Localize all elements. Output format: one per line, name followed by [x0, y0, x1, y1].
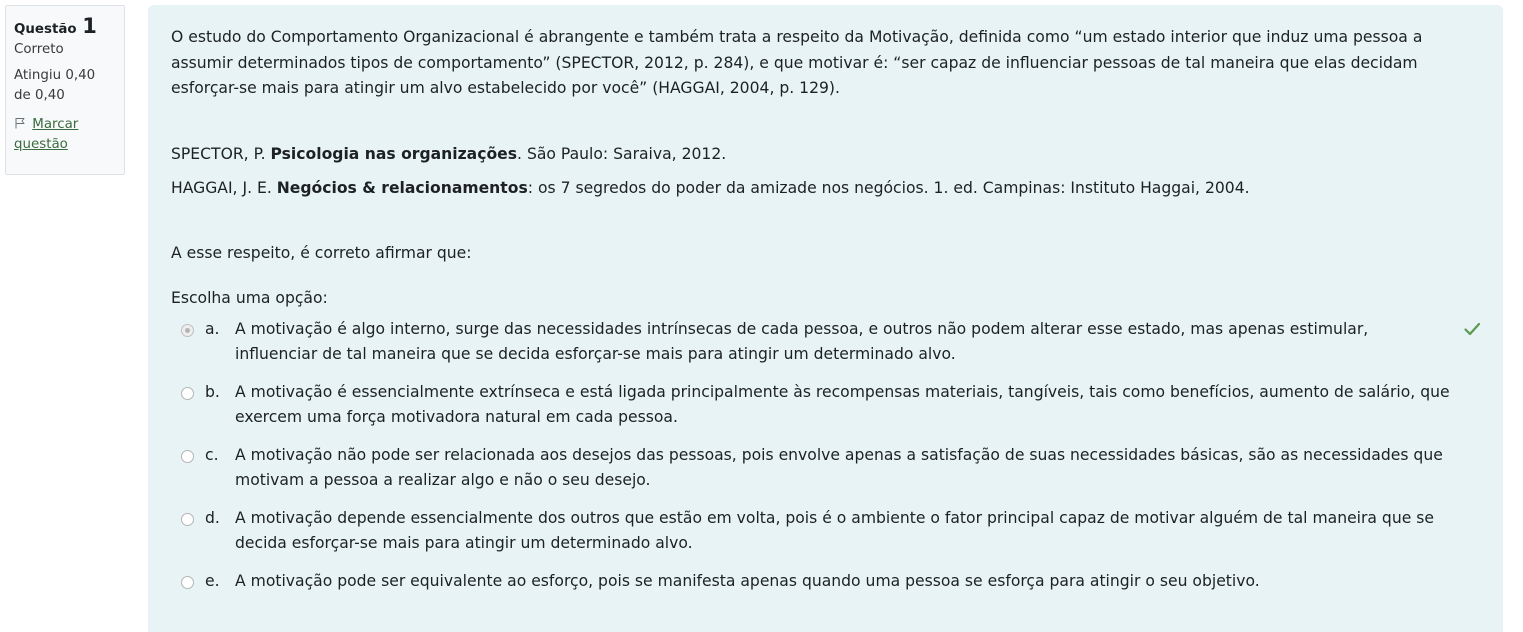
option-e-text: A motivação pode ser equivalente ao esforço, pois se manifesta apenas quando uma pessoa se esforça para atingir o seu objetivo. — [235, 571, 1260, 590]
flag-question[interactable] — [14, 115, 116, 155]
option-a-radio[interactable] — [181, 324, 194, 337]
flag-question-link-line-2[interactable]: questão — [14, 137, 68, 152]
option-a-letter: a. — [205, 319, 220, 338]
flag-question-link-line-1[interactable]: Marcar — [32, 117, 79, 132]
question-stem: O estudo do Comportamento Organizacional é abrangente e também trata a respeito da Motivação, definida como “um estado interior que induz uma pessoa a assumir determinados tipos de comportamento” (SPECTOR, 2012, p. 284), e que motivar é: “ser capaz de influenciar pessoas de tal maneira que elas decidam esforçar-se mais para atingir um alvo estabelecido por você” (HAGGAI, 2004, p. 129). — [171, 28, 1423, 97]
option-d-text: A motivação depende essencialmente dos outros que estão em volta, pois é o ambiente o fator principal capaz de motivar alguém de tal maneira que se decida esforçar-se mais para atingir um determinado alvo. — [235, 508, 1434, 552]
question-state: Correto — [14, 42, 64, 57]
option-e[interactable] — [171, 569, 1483, 595]
reference-haggai-title: Negócios & relacionamentos — [276, 178, 528, 197]
option-c[interactable] — [171, 443, 1483, 494]
option-b[interactable] — [171, 380, 1483, 431]
question-number-value: 1 — [82, 14, 97, 38]
option-d-letter: d. — [205, 508, 220, 527]
choose-option-label: Escolha uma opção: — [171, 288, 328, 307]
question-number — [14, 14, 116, 38]
option-c-text: A motivação não pode ser relacionada aos desejos das pessoas, pois envolve apenas a satisfação de suas necessidades básicas, são as necessidades que motivam a pessoa a realizar algo e não o seu desejo. — [235, 445, 1443, 489]
option-a-text: A motivação é algo interno, surge das necessidades intrínsecas de cada pessoa, e outros não podem alterar esse estado, mas apenas estimular, influenciar de tal maneira que se decida esforçar-se mais para atingir um determinado alvo. — [235, 319, 1369, 363]
question-grade — [14, 66, 116, 106]
option-c-letter: c. — [205, 445, 219, 464]
reference-haggai-prefix: HAGGAI, J. E. — [171, 178, 277, 197]
option-d-radio[interactable] — [181, 513, 194, 526]
reference-spector-prefix: SPECTOR, P. — [171, 144, 271, 163]
reference-haggai — [171, 177, 1483, 199]
grade-line-1: Atingiu 0,40 — [14, 68, 96, 83]
question-prompt: A esse respeito, é correto afirmar que: — [171, 243, 472, 262]
reference-spector-title: Psicologia nas organizações — [270, 144, 518, 163]
option-d[interactable] — [171, 506, 1483, 557]
option-a[interactable] — [171, 317, 1483, 368]
option-b-text: A motivação é essencialmente extrínseca e está ligada principalmente às recompensas materiais, tangíveis, tais como benefícios, aumento de salário, que exercem uma força motivadora natural em cada pessoa. — [235, 382, 1450, 426]
option-b-radio[interactable] — [181, 387, 194, 400]
option-e-letter: e. — [205, 571, 220, 590]
check-icon — [1463, 320, 1481, 338]
option-e-radio[interactable] — [181, 576, 194, 589]
question-info-panel — [5, 5, 125, 175]
reference-spector — [171, 143, 1483, 165]
flag-icon — [14, 116, 26, 128]
option-c-radio[interactable] — [181, 450, 194, 463]
question-content — [148, 5, 1503, 632]
grade-line-2: de 0,40 — [14, 88, 65, 103]
reference-haggai-suffix: : os 7 segredos do poder da amizade nos negócios. 1. ed. Campinas: Instituto Haggai, 2004. — [527, 178, 1250, 197]
question-label: Questão — [14, 22, 77, 37]
option-b-letter: b. — [205, 382, 220, 401]
answer-options — [171, 317, 1483, 595]
reference-spector-suffix: . São Paulo: Saraiva, 2012. — [517, 144, 727, 163]
